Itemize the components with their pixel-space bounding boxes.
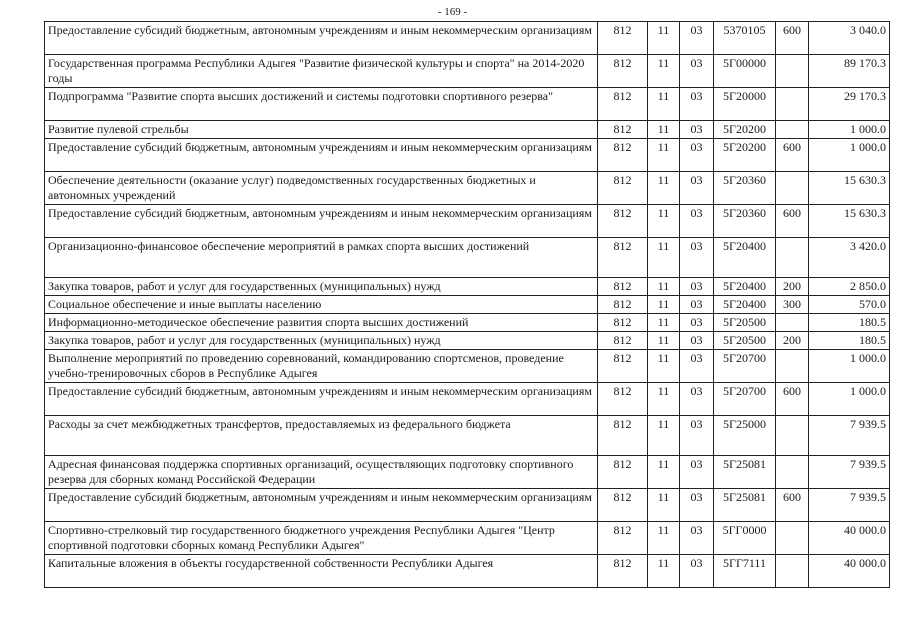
expense-type-cell: [776, 416, 809, 456]
subsection-code-cell: 03: [680, 350, 714, 383]
ministry-code-cell: 812: [598, 489, 648, 522]
expense-name-cell: Предоставление субсидий бюджетным, автономным учреждениям и иным некоммерческим организациям: [45, 22, 598, 55]
subsection-code-cell: 03: [680, 555, 714, 588]
table-row: [45, 350, 890, 383]
amount-cell: 15 630.3: [809, 172, 890, 205]
subsection-code-cell: 03: [680, 456, 714, 489]
subsection-code-cell: 03: [680, 121, 714, 139]
table-row: [45, 238, 890, 278]
target-article-cell: 5Г20500: [714, 314, 776, 332]
expense-type-cell: 600: [776, 139, 809, 172]
subsection-code-cell: 03: [680, 314, 714, 332]
target-article-cell: 5Г20400: [714, 278, 776, 296]
table-row: [45, 22, 890, 55]
ministry-code-cell: 812: [598, 238, 648, 278]
ministry-code-cell: 812: [598, 88, 648, 121]
section-code-cell: 11: [648, 332, 680, 350]
subsection-code-cell: 03: [680, 416, 714, 456]
ministry-code-cell: 812: [598, 296, 648, 314]
amount-cell: 29 170.3: [809, 88, 890, 121]
ministry-code-cell: 812: [598, 278, 648, 296]
expense-name-cell: Социальное обеспечение и иные выплаты населению: [45, 296, 598, 314]
expense-type-cell: 300: [776, 296, 809, 314]
ministry-code-cell: 812: [598, 314, 648, 332]
expense-type-cell: [776, 172, 809, 205]
section-code-cell: 11: [648, 22, 680, 55]
expense-type-cell: 600: [776, 205, 809, 238]
expense-type-cell: [776, 238, 809, 278]
expense-name-cell: Выполнение мероприятий по проведению соревнований, командированию спортсменов, проведение учебно-тренировочных сборов в Республике Адыгея: [45, 350, 598, 383]
subsection-code-cell: 03: [680, 238, 714, 278]
table-row: [45, 314, 890, 332]
target-article-cell: 5Г00000: [714, 55, 776, 88]
expense-type-cell: 200: [776, 278, 809, 296]
section-code-cell: 11: [648, 296, 680, 314]
section-code-cell: 11: [648, 238, 680, 278]
table-row: [45, 88, 890, 121]
table-row: [45, 278, 890, 296]
subsection-code-cell: 03: [680, 489, 714, 522]
table-row: [45, 55, 890, 88]
expense-name-cell: Закупка товаров, работ и услуг для государственных (муниципальных) нужд: [45, 278, 598, 296]
section-code-cell: 11: [648, 121, 680, 139]
budget-table: [44, 21, 890, 588]
ministry-code-cell: 812: [598, 139, 648, 172]
expense-name-cell: Развитие пулевой стрельбы: [45, 121, 598, 139]
expense-name-cell: Государственная программа Республики Адыгея "Развитие физической культуры и спорта" на 2014-2020 годы: [45, 55, 598, 88]
expense-name-cell: Предоставление субсидий бюджетным, автономным учреждениям и иным некоммерческим организациям: [45, 139, 598, 172]
target-article-cell: 5Г20200: [714, 139, 776, 172]
section-code-cell: 11: [648, 489, 680, 522]
table-row: [45, 332, 890, 350]
subsection-code-cell: 03: [680, 332, 714, 350]
expense-name-cell: Капитальные вложения в объекты государственной собственности Республики Адыгея: [45, 555, 598, 588]
expense-type-cell: 600: [776, 383, 809, 416]
ministry-code-cell: 812: [598, 332, 648, 350]
amount-cell: 7 939.5: [809, 489, 890, 522]
section-code-cell: 11: [648, 205, 680, 238]
subsection-code-cell: 03: [680, 296, 714, 314]
expense-type-cell: 600: [776, 22, 809, 55]
amount-cell: 1 000.0: [809, 350, 890, 383]
target-article-cell: 5Г25081: [714, 489, 776, 522]
target-article-cell: 5Г20400: [714, 296, 776, 314]
table-row: [45, 522, 890, 555]
amount-cell: 570.0: [809, 296, 890, 314]
expense-name-cell: Адресная финансовая поддержка спортивных организаций, осуществляющих подготовку спортивного резерва для сборных команд Российской Федерации: [45, 456, 598, 489]
amount-cell: 15 630.3: [809, 205, 890, 238]
subsection-code-cell: 03: [680, 383, 714, 416]
section-code-cell: 11: [648, 555, 680, 588]
expense-type-cell: [776, 350, 809, 383]
amount-cell: 3 420.0: [809, 238, 890, 278]
amount-cell: 3 040.0: [809, 22, 890, 55]
ministry-code-cell: 812: [598, 172, 648, 205]
expense-name-cell: Организационно-финансовое обеспечение мероприятий в рамках спорта высших достижений: [45, 238, 598, 278]
subsection-code-cell: 03: [680, 172, 714, 205]
budget-table-body: [45, 22, 890, 588]
section-code-cell: 11: [648, 172, 680, 205]
table-row: [45, 456, 890, 489]
target-article-cell: 5Г25000: [714, 416, 776, 456]
table-row: [45, 555, 890, 588]
expense-name-cell: Расходы за счет межбюджетных трансфертов, предоставляемых из федерального бюджета: [45, 416, 598, 456]
section-code-cell: 11: [648, 350, 680, 383]
table-row: [45, 172, 890, 205]
target-article-cell: 5Г20000: [714, 88, 776, 121]
section-code-cell: 11: [648, 416, 680, 456]
expense-name-cell: Закупка товаров, работ и услуг для государственных (муниципальных) нужд: [45, 332, 598, 350]
amount-cell: 2 850.0: [809, 278, 890, 296]
target-article-cell: 5ГГ7111: [714, 555, 776, 588]
amount-cell: 180.5: [809, 314, 890, 332]
expense-type-cell: [776, 88, 809, 121]
expense-type-cell: [776, 555, 809, 588]
expense-type-cell: [776, 55, 809, 88]
ministry-code-cell: 812: [598, 350, 648, 383]
section-code-cell: 11: [648, 88, 680, 121]
table-row: [45, 296, 890, 314]
subsection-code-cell: 03: [680, 139, 714, 172]
table-row: [45, 121, 890, 139]
section-code-cell: 11: [648, 314, 680, 332]
ministry-code-cell: 812: [598, 383, 648, 416]
subsection-code-cell: 03: [680, 88, 714, 121]
amount-cell: 40 000.0: [809, 522, 890, 555]
amount-cell: 1 000.0: [809, 383, 890, 416]
table-row: [45, 383, 890, 416]
amount-cell: 40 000.0: [809, 555, 890, 588]
table-row: [45, 489, 890, 522]
expense-name-cell: Информационно-методическое обеспечение развития спорта высших достижений: [45, 314, 598, 332]
amount-cell: 7 939.5: [809, 416, 890, 456]
expense-type-cell: [776, 456, 809, 489]
ministry-code-cell: 812: [598, 22, 648, 55]
amount-cell: 1 000.0: [809, 121, 890, 139]
amount-cell: 7 939.5: [809, 456, 890, 489]
subsection-code-cell: 03: [680, 522, 714, 555]
expense-name-cell: Предоставление субсидий бюджетным, автономным учреждениям и иным некоммерческим организациям: [45, 205, 598, 238]
target-article-cell: 5Г20700: [714, 350, 776, 383]
target-article-cell: 5Г20200: [714, 121, 776, 139]
subsection-code-cell: 03: [680, 55, 714, 88]
amount-cell: 1 000.0: [809, 139, 890, 172]
section-code-cell: 11: [648, 522, 680, 555]
subsection-code-cell: 03: [680, 22, 714, 55]
target-article-cell: 5Г20360: [714, 172, 776, 205]
ministry-code-cell: 812: [598, 205, 648, 238]
amount-cell: 180.5: [809, 332, 890, 350]
subsection-code-cell: 03: [680, 205, 714, 238]
target-article-cell: 5ГГ0000: [714, 522, 776, 555]
expense-name-cell: Обеспечение деятельности (оказание услуг) подведомственных государственных бюджетных и автономных учреждений: [45, 172, 598, 205]
amount-cell: 89 170.3: [809, 55, 890, 88]
target-article-cell: 5Г20700: [714, 383, 776, 416]
section-code-cell: 11: [648, 278, 680, 296]
target-article-cell: 5Г20500: [714, 332, 776, 350]
ministry-code-cell: 812: [598, 55, 648, 88]
page-number: - 169 -: [437, 6, 468, 18]
expense-type-cell: [776, 522, 809, 555]
section-code-cell: 11: [648, 55, 680, 88]
table-row: [45, 416, 890, 456]
expense-name-cell: Предоставление субсидий бюджетным, автономным учреждениям и иным некоммерческим организациям: [45, 383, 598, 416]
target-article-cell: 5370105: [714, 22, 776, 55]
ministry-code-cell: 812: [598, 456, 648, 489]
ministry-code-cell: 812: [598, 555, 648, 588]
expense-type-cell: 600: [776, 489, 809, 522]
target-article-cell: 5Г25081: [714, 456, 776, 489]
ministry-code-cell: 812: [598, 416, 648, 456]
expense-type-cell: 200: [776, 332, 809, 350]
expense-name-cell: Предоставление субсидий бюджетным, автономным учреждениям и иным некоммерческим организациям: [45, 489, 598, 522]
section-code-cell: 11: [648, 456, 680, 489]
table-row: [45, 139, 890, 172]
table-row: [45, 205, 890, 238]
expense-name-cell: Спортивно-стрелковый тир государственного бюджетного учреждения Республики Адыгея "Центр спортивной подготовки сборных команд Республики Адыгея": [45, 522, 598, 555]
target-article-cell: 5Г20400: [714, 238, 776, 278]
target-article-cell: 5Г20360: [714, 205, 776, 238]
ministry-code-cell: 812: [598, 522, 648, 555]
subsection-code-cell: 03: [680, 278, 714, 296]
section-code-cell: 11: [648, 383, 680, 416]
expense-type-cell: [776, 314, 809, 332]
section-code-cell: 11: [648, 139, 680, 172]
expense-type-cell: [776, 121, 809, 139]
ministry-code-cell: 812: [598, 121, 648, 139]
expense-name-cell: Подпрограмма "Развитие спорта высших достижений и системы подготовки спортивного резерва": [45, 88, 598, 121]
